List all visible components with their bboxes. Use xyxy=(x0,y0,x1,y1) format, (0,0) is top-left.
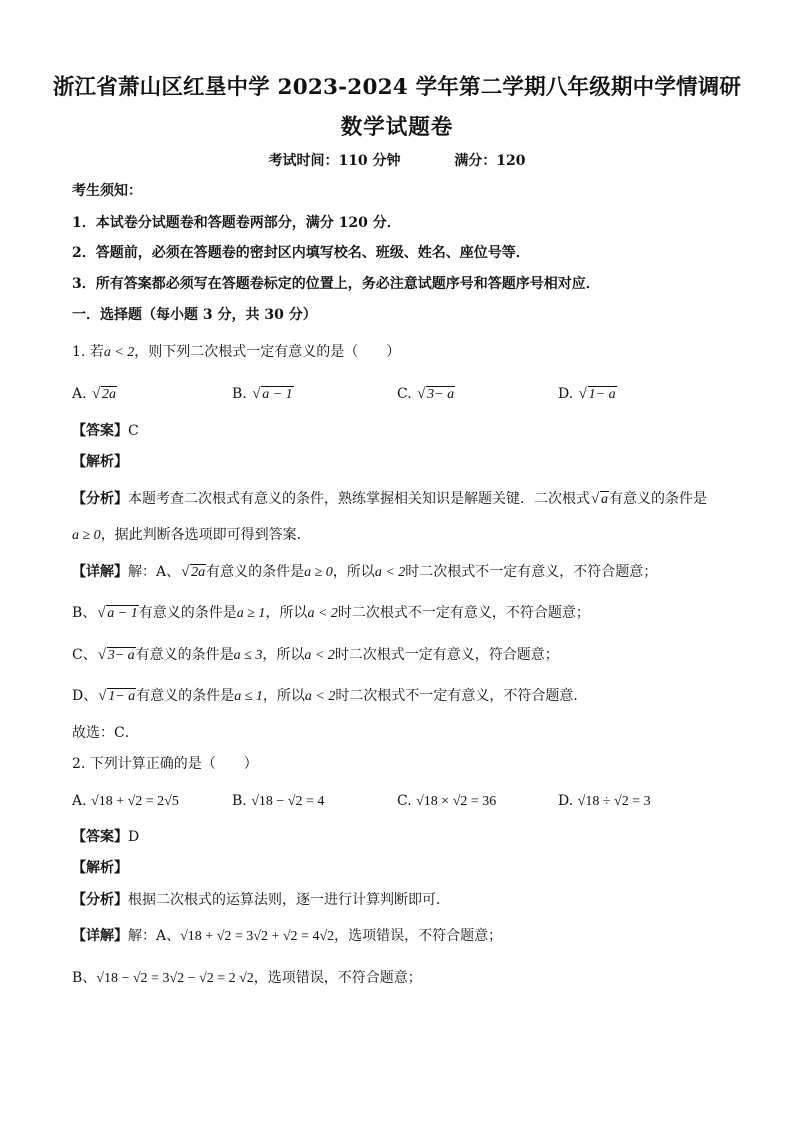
q1-fenxi-line1: 【分析】本题考查二次根式有意义的条件，熟练掌握相关知识是解题关键．二次根式√ a有意义的条件是 xyxy=(72,489,734,510)
section-heading: 一．选择题（每小题 3 分，共 30 分） xyxy=(72,307,317,323)
instruction-item-1: 1．本试卷分试题卷和答题卷两部分，满分 120 分． xyxy=(72,215,401,231)
q2-detail-b: B、√18 − √2 = 3√2 − √2 = 2 √2，选项错误，不符合题意； xyxy=(72,970,422,986)
q1-answer xyxy=(72,421,734,441)
q1-detail-a: 【详解】解：A、√ 2a有意义的条件是a ≥ 0，所以a < 2时二次根式不一定有意义，不符合题意； xyxy=(72,562,734,583)
q1-option-b: B. √ a − 1 xyxy=(232,384,294,405)
q2-stem: 2. 下列计算正确的是（ ） xyxy=(72,756,258,772)
instruction-item-3: 3．所有答案都必须写在答题卷标定的位置上，务必注意试题序号和答题序号相对应． xyxy=(72,276,600,292)
instructions-heading: 考生须知： xyxy=(72,183,142,199)
q1-option-d: D. √ 1− a xyxy=(558,384,617,405)
full-score: 满分：120 xyxy=(454,153,526,169)
q2-detail-a: 【详解】解：A、√18 + √2 = 3√2 + √2 = 4√2，选项错误，不符合题意； xyxy=(72,928,503,944)
q1-condition: a < 2 xyxy=(103,345,135,360)
exam-title-line1: 浙江省萧山区红垦中学 2023-2024 学年第二学期八年级期中学情调研 xyxy=(52,75,742,100)
q1-analysis-tag: 【解析】 xyxy=(72,454,128,470)
q1-detail-c: C、√ 3− a有意义的条件是a ≤ 3，所以a < 2时二次根式一定有意义，符合题意； xyxy=(72,645,734,666)
q2-fenxi: 【分析】根据二次根式的运算法则，逐一进行计算判断即可． xyxy=(72,892,450,908)
q1-detail-b: B、√ a − 1有意义的条件是a ≥ 1，所以a < 2时二次根式不一定有意义，不符合题意； xyxy=(72,603,734,624)
exam-meta xyxy=(0,150,794,170)
answer-value: D xyxy=(128,829,140,845)
q2-option-a: A. √18 + √2 = 2√5 xyxy=(72,793,179,809)
q1-option-c: C. √ 3− a xyxy=(397,384,455,405)
q1-detail-d: D、√ 1− a有意义的条件是a ≤ 1，所以a < 2时二次根式不一定有意义，不符合题意． xyxy=(72,686,734,707)
q2-option-d: D. √18 ÷ √2 = 3 xyxy=(558,793,651,809)
q1-stem: 1. 若a < 2，则下列二次根式一定有意义的是（ ） xyxy=(72,344,401,360)
q1-conclusion: 故选：C． xyxy=(72,725,139,741)
q2-answer xyxy=(72,827,734,847)
answer-tag: 【答案】 xyxy=(72,829,128,845)
q1-option-a: A. √ 2a xyxy=(72,384,117,405)
q2-analysis-tag: 【解析】 xyxy=(72,860,128,876)
exam-time: 考试时间：110 分钟 xyxy=(268,153,401,169)
answer-value: C xyxy=(128,423,139,439)
q1-fenxi-line2: a ≥ 0，据此判断各选项即可得到答案． xyxy=(72,527,311,543)
instruction-item-2: 2．答题前，必须在答题卷的密封区内填写校名、班级、姓名、座位号等． xyxy=(72,245,530,261)
answer-tag: 【答案】 xyxy=(72,423,128,439)
exam-title-line2: 数学试题卷 xyxy=(340,115,454,140)
q2-option-b: B. √18 − √2 = 4 xyxy=(232,793,325,809)
q2-option-c: C. √18 × √2 = 36 xyxy=(397,793,497,809)
